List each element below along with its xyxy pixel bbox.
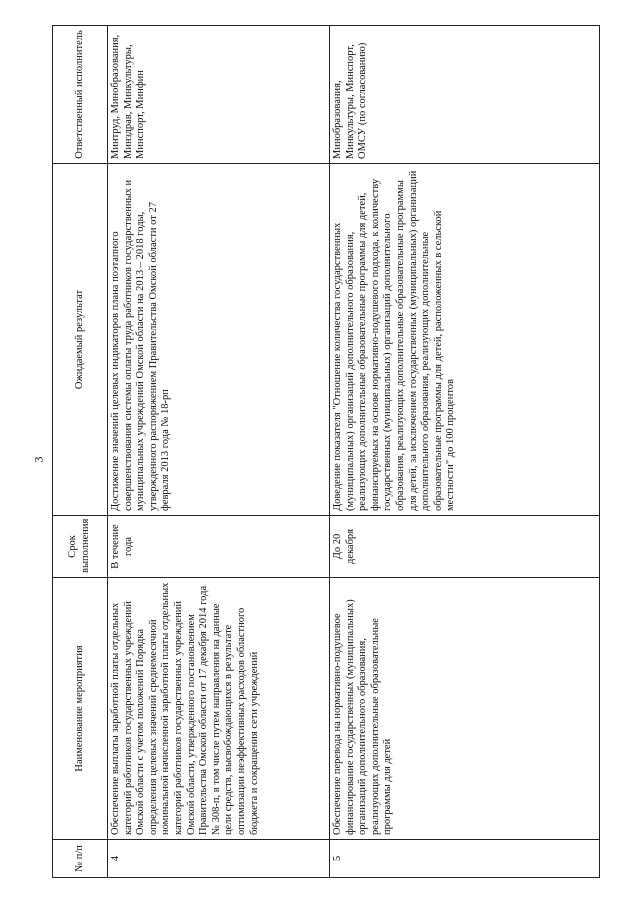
row-num: 4	[108, 840, 330, 878]
row-deadline: До 20 декабря	[330, 516, 600, 578]
document-sheet	[52, 26, 600, 878]
row-name: Обеспечение выплаты заработной платы отдельных категорий работников государственных учреждений Омской области с учетом положений Порядка определения целевых значений среднемесячной номинальной начисленной заработной платы отдельных категорий работников государственных учреждений Омской области, утвержденного постановлением Правительства Омской области от 17 декабря 2014 года № 308-п, в том числе путем направления на данные цели средств, высвобождающихся в результате оптимизации неэффективных расходов областного бюджета и сокращения сети учреждений	[108, 578, 330, 840]
table-row	[330, 26, 600, 878]
row-num: 5	[330, 840, 600, 878]
header-result: Ожидаемый результат	[53, 164, 108, 516]
row-name: Обеспечение перевода на нормативно-подушевое финансирование государственных (муниципальных) организаций дополнительного образования, реализующих дополнительные образовательные программы для детей	[330, 578, 600, 840]
header-deadline: Срок выполнения	[53, 516, 108, 578]
row-responsible: Минтруд, Минобразования, Минздрав, Минкультуры, Минспорт, Минфин	[108, 26, 330, 164]
page-number: 3	[31, 456, 46, 463]
measures-table	[52, 25, 600, 878]
table-header-row	[53, 26, 108, 878]
row-result: Достижение значений целевых индикаторов плана поэтапного совершенствования системы оплаты труда работников государственных и муниципальных учреждений Омской области на 2013 – 2018 годы, утвержденного распоряжением Правительства Омской области от 27 февраля 2013 года № 18-рп	[108, 164, 330, 516]
header-num: № п/п	[53, 840, 108, 878]
header-responsible: Ответственный исполнитель	[53, 26, 108, 164]
row-result: Доведение показателя "Отношение количества государственных (муниципальных) организаций дополнительного образования, реализующих дополнительные образовательные программы для детей, финансируемых на основе нормативно-подушевого подхода, к количеству государственных (муниципальных) организаций дополнительного образования, реализующих дополнительные образовательные программы для детей, за исключением государственных (муниципальных) организаций дополнительного образования, реализующих дополнительные образовательные программы для детей, расположенных в сельской местности" до 100 процентов	[330, 164, 600, 516]
header-name: Наименование мероприятия	[53, 578, 108, 840]
row-deadline: В течение года	[108, 516, 330, 578]
table-row	[108, 26, 330, 878]
row-responsible: Минобразования, Минкультуры, Минспорт, ОМСУ (по согласованию)	[330, 26, 600, 164]
